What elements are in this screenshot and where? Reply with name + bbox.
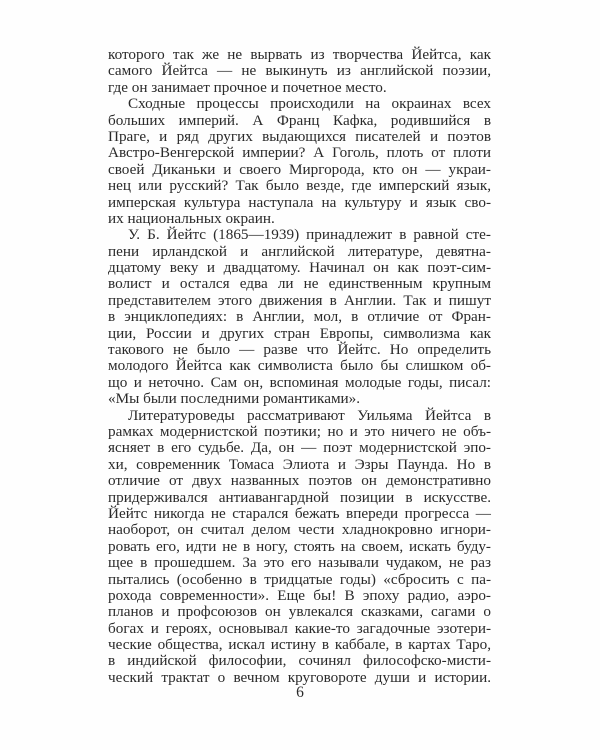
text-line: больших империй. А Франц Кафка, родившийся в (108, 111, 491, 129)
paragraph (108, 47, 491, 96)
body-text (108, 47, 491, 686)
text-line: ясняет в его судьбе. Да, он — поэт модернистской эпо- (108, 439, 491, 457)
text-line: Сходные процессы происходили на окраинах всех (128, 95, 491, 113)
text-line: в индийской философии, сочинял философско-мисти- (108, 652, 491, 670)
text-line: волист и остался едва ли не единственным крупным (108, 275, 491, 293)
text-line: щее в прошедшем. За это его называли чудаком, не раз (108, 554, 491, 572)
page-number: 6 (296, 684, 304, 701)
text-line: их национальных окраин. (108, 209, 275, 227)
text-line: самого Йейтса — не выкинуть из английской поэзии, (108, 62, 491, 80)
text-line: У. Б. Йейтс (1865—1939) принадлежит в равной сте- (128, 226, 491, 244)
text-line: «Мы были последними романтиками». (108, 390, 361, 408)
text-line: Австро-Венгерской империи? А Гоголь, плоть от плоти (108, 144, 491, 162)
text-line: где он занимает прочное и почетное место. (108, 78, 387, 96)
text-line: хи, современник Томаса Элиота и Эзры Паунда. Но в (108, 455, 491, 473)
text-line: молодого Йейтса как символиста было бы слишком об- (108, 357, 491, 375)
text-line: Праге, и ряд других выдающихся писателей и поэтов (108, 127, 491, 145)
text-line: ровать его, идти не в ногу, стоять на своем, искать буду- (108, 537, 491, 555)
text-line: наоборот, он считал делом чести хладнокровно игнори- (108, 521, 491, 539)
text-line: богах и героях, основывал какие-то загадочные эзотери- (108, 619, 491, 637)
text-line: ции, России и других стран Европы, символизма как (108, 324, 491, 342)
text-line: отличие от двух названных поэтов он демонстративно (108, 472, 491, 490)
text-line: пытались (особенно в тридцатые годы) «сбросить с па- (108, 570, 491, 588)
text-line: в энциклопедиях: в Англии, мол, в отличие от Фран- (108, 308, 491, 326)
text-line: которого так же не вырвать из творчества Йейтса, как (108, 46, 491, 63)
paragraph (108, 227, 491, 407)
text-line: нец или русский? Так было везде, где имперский язык, (108, 177, 491, 195)
text-line: рамках модернистской поэтики; но и это ничего не объ- (108, 422, 491, 440)
text-line: що и неточно. Сам он, вспоминая молодые годы, писал: (108, 373, 491, 391)
text-line: рохода современности». Еще бы! В эпоху радио, аэро- (108, 586, 491, 604)
paragraph (108, 408, 491, 687)
paragraph (108, 96, 491, 227)
text-line: Йейтс никогда не старался бежать впереди прогресса — (108, 504, 491, 522)
text-line: планов и профсоюзов он увлекался сказками, сагами о (108, 603, 491, 621)
text-line: Литературоведы рассматривают Уильяма Йейтса в (128, 406, 491, 424)
text-line: ческий трактат о вечном круговороте души и истории. (108, 668, 491, 686)
text-line: придерживался антиавангардной позиции в искусстве. (108, 488, 491, 506)
text-line: имперская культура наступала на культуру и язык сво- (108, 193, 491, 211)
text-line: пени ирландской и английской литературе, девятна- (108, 242, 491, 260)
text-line: такового не было — разве что Йейтс. Но определить (108, 341, 491, 359)
text-line: ческие общества, искал истину в каббале, в картах Таро, (108, 636, 491, 654)
text-line: своей Диканьки и своего Миргорода, кто он — украи- (108, 160, 491, 178)
text-line: дцатому веку и двадцатому. Начинал он как поэт-сим- (108, 259, 491, 277)
text-line: представителем этого движения в Англии. Так и пишут (108, 291, 491, 309)
